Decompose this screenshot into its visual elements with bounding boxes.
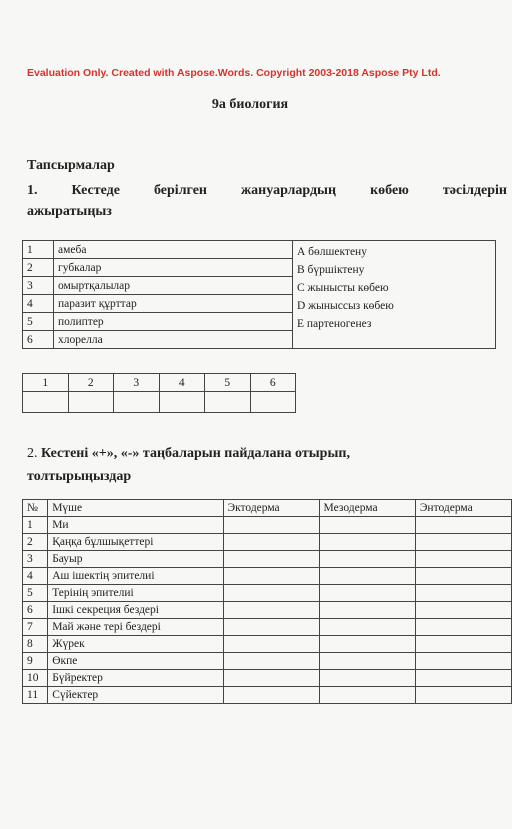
organ-name: Май және тері бездері — [48, 619, 223, 636]
endoderm-cell[interactable] — [415, 568, 511, 585]
animals-table — [22, 240, 496, 349]
ectoderm-cell[interactable] — [223, 653, 319, 670]
organ-name: Ми — [48, 517, 223, 534]
answer-header: 2 — [68, 374, 114, 392]
ectoderm-cell[interactable] — [223, 687, 319, 704]
row-number: 5 — [23, 585, 48, 602]
row-number: 6 — [23, 602, 48, 619]
organ-name: Бүйректер — [48, 670, 223, 687]
mesoderm-cell[interactable] — [319, 653, 415, 670]
mesoderm-cell[interactable] — [319, 602, 415, 619]
option-item: В бүршіктену — [297, 264, 365, 276]
watermark: Evaluation Only. Created with Aspose.Words. Copyright 2003-2018 Aspose Pty Ltd. — [27, 67, 441, 79]
answer-cell[interactable] — [250, 392, 296, 413]
task1-line2: ажыратыңыз — [27, 204, 112, 219]
option-item: Е партеногенез — [297, 318, 372, 330]
answer-header: 5 — [205, 374, 251, 392]
table-row — [23, 534, 512, 551]
answer-header: 4 — [159, 374, 205, 392]
endoderm-cell[interactable] — [415, 636, 511, 653]
organ-name: Бауыр — [48, 551, 223, 568]
table-row — [23, 636, 512, 653]
row-number: 2 — [23, 534, 48, 551]
mesoderm-cell[interactable] — [319, 534, 415, 551]
organ-name: Сүйектер — [48, 687, 223, 704]
task1-word: берілген — [153, 183, 207, 198]
animal-name: губкалар — [54, 259, 293, 277]
row-number: 3 — [23, 551, 48, 568]
mesoderm-cell[interactable] — [319, 551, 415, 568]
answer-cell[interactable] — [114, 392, 160, 413]
table-row — [23, 619, 512, 636]
endoderm-cell[interactable] — [415, 585, 511, 602]
mesoderm-cell[interactable] — [319, 619, 415, 636]
row-number: 10 — [23, 670, 48, 687]
endoderm-cell[interactable] — [415, 534, 511, 551]
table-row — [23, 670, 512, 687]
task1-word: тәсілдерін — [442, 183, 507, 198]
header-organ: Мүше — [48, 500, 223, 517]
task2-text: Кестені «+», «-» таңбаларын пайдалана отырып, — [41, 446, 350, 461]
task2-question — [27, 442, 497, 488]
ectoderm-cell[interactable] — [223, 602, 319, 619]
ectoderm-cell[interactable] — [223, 517, 319, 534]
answer-cell[interactable] — [23, 392, 69, 413]
organ-name: Қаңқа бұлшықеттері — [48, 534, 223, 551]
answer-header: 1 — [23, 374, 69, 392]
organ-name: Аш ішектің эпителиі — [48, 568, 223, 585]
animal-name: полиптер — [54, 313, 293, 331]
section-heading: Тапсырмалар — [27, 158, 115, 173]
option-item: С жынысты көбею — [297, 282, 389, 294]
endoderm-cell[interactable] — [415, 653, 511, 670]
row-number: 9 — [23, 653, 48, 670]
table-row — [23, 687, 512, 704]
table-row — [23, 568, 512, 585]
mesoderm-cell[interactable] — [319, 670, 415, 687]
answer-header: 3 — [114, 374, 160, 392]
ectoderm-cell[interactable] — [223, 551, 319, 568]
table-row — [23, 392, 296, 413]
table-row — [23, 374, 296, 392]
header-endoderm: Энтодерма — [415, 500, 511, 517]
row-number: 1 — [23, 517, 48, 534]
table-row — [23, 602, 512, 619]
organ-name: Ішкі секреция бездері — [48, 602, 223, 619]
row-number: 4 — [23, 568, 48, 585]
option-item: D жыныссыз көбею — [297, 300, 394, 312]
table-row — [23, 585, 512, 602]
task2-text: толтырыңыздар — [27, 469, 132, 484]
germ-layer-table — [22, 499, 512, 704]
ectoderm-cell[interactable] — [223, 585, 319, 602]
task2-number: 2. — [27, 446, 38, 461]
task1-number: 1. — [27, 183, 38, 198]
header-mesoderm: Мезодерма — [319, 500, 415, 517]
task1-word: Кестеде — [71, 183, 120, 198]
row-number: 2 — [23, 259, 54, 277]
task1-question — [27, 180, 507, 222]
organ-name: Терінің эпителиі — [48, 585, 223, 602]
answer-cell[interactable] — [159, 392, 205, 413]
task1-word: жануарлардың — [241, 183, 337, 198]
ectoderm-cell[interactable] — [223, 568, 319, 585]
answer-cell[interactable] — [205, 392, 251, 413]
answer-table — [22, 373, 296, 413]
page-title: 9а биология — [211, 97, 289, 112]
table-row — [23, 653, 512, 670]
row-number: 1 — [23, 241, 54, 259]
mesoderm-cell[interactable] — [319, 585, 415, 602]
ectoderm-cell[interactable] — [223, 534, 319, 551]
mesoderm-cell[interactable] — [319, 517, 415, 534]
row-number: 4 — [23, 295, 54, 313]
header-no: № — [23, 500, 48, 517]
endoderm-cell[interactable] — [415, 687, 511, 704]
animal-name: хлорелла — [54, 331, 293, 349]
mesoderm-cell[interactable] — [319, 687, 415, 704]
row-number: 6 — [23, 331, 54, 349]
table-row — [23, 241, 496, 259]
task1-word: көбею — [370, 183, 409, 198]
table-row — [23, 517, 512, 534]
ectoderm-cell[interactable] — [223, 619, 319, 636]
mesoderm-cell[interactable] — [319, 568, 415, 585]
endoderm-cell[interactable] — [415, 619, 511, 636]
row-number: 7 — [23, 619, 48, 636]
animal-name: паразит құрттар — [54, 295, 293, 313]
header-ectoderm: Эктодерма — [223, 500, 319, 517]
answer-header: 6 — [250, 374, 296, 392]
endoderm-cell[interactable] — [415, 517, 511, 534]
table-header-row — [23, 500, 512, 517]
mesoderm-cell[interactable] — [319, 636, 415, 653]
row-number: 5 — [23, 313, 54, 331]
ectoderm-cell[interactable] — [223, 636, 319, 653]
reproduction-options — [293, 241, 496, 349]
endoderm-cell[interactable] — [415, 602, 511, 619]
answer-cell[interactable] — [68, 392, 114, 413]
organ-name: Жүрек — [48, 636, 223, 653]
endoderm-cell[interactable] — [415, 551, 511, 568]
organ-name: Өкпе — [48, 653, 223, 670]
animal-name: амеба — [54, 241, 293, 259]
row-number: 11 — [23, 687, 48, 704]
ectoderm-cell[interactable] — [223, 670, 319, 687]
animal-name: омыртқалылар — [54, 277, 293, 295]
table-row — [23, 551, 512, 568]
endoderm-cell[interactable] — [415, 670, 511, 687]
option-item: А бөлшектену — [297, 246, 367, 258]
row-number: 3 — [23, 277, 54, 295]
row-number: 8 — [23, 636, 48, 653]
